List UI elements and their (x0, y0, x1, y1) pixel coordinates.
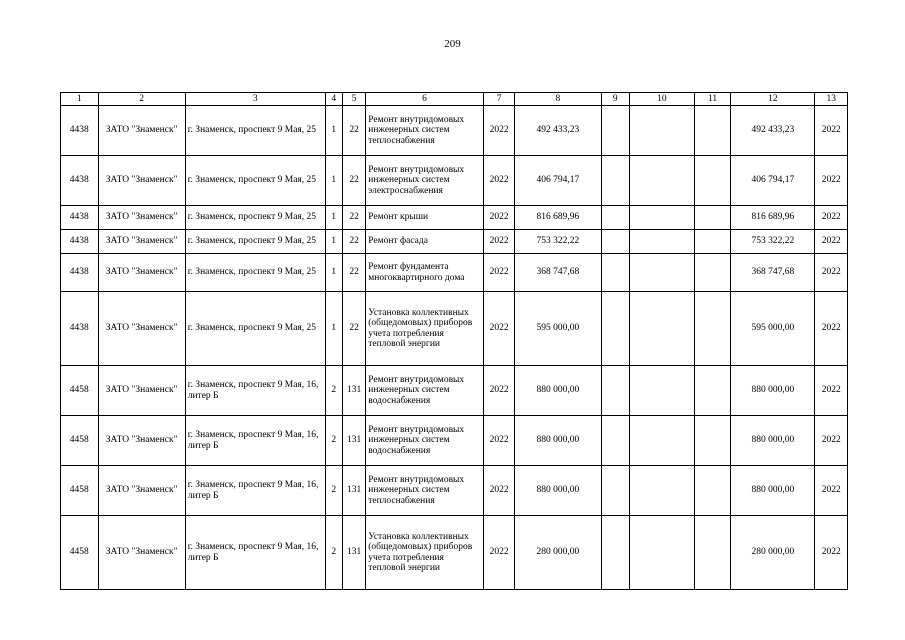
completion-year-cell: 2022 (815, 156, 848, 206)
col11-cell (694, 516, 731, 590)
work-type-cell: Ремонт фасада (366, 230, 484, 254)
col10-cell (629, 516, 694, 590)
total-cost-cell: 880 000,00 (515, 366, 601, 416)
house-id-cell: 4438 (61, 156, 99, 206)
address-cell: г. Знаменск, проспект 9 Мая, 25 (185, 230, 325, 254)
house-id-cell: 4458 (61, 416, 99, 466)
column-number: 9 (601, 93, 629, 106)
municipality-cell: ЗАТО "Знаменск" (98, 156, 185, 206)
year-cell: 2022 (483, 366, 514, 416)
table-row (61, 466, 848, 516)
total-cost-cell: 753 322,22 (515, 230, 601, 254)
col11-cell (694, 254, 731, 292)
year-cell: 2022 (483, 106, 514, 156)
column-number: 11 (694, 93, 731, 106)
work-type-cell: Установка коллективных (общедомовых) приборов учета потребления тепловой энергии (366, 516, 484, 590)
address-cell: г. Знаменск, проспект 9 Мая, 16, литер Б (185, 516, 325, 590)
address-cell: г. Знаменск, проспект 9 Мая, 25 (185, 292, 325, 366)
col4-cell: 1 (325, 254, 342, 292)
table-row (61, 206, 848, 230)
work-type-cell: Ремонт внутридомовых инженерных систем водоснабжения (366, 366, 484, 416)
address-cell: г. Знаменск, проспект 9 Мая, 25 (185, 106, 325, 156)
col4-cell: 1 (325, 292, 342, 366)
year-cell: 2022 (483, 292, 514, 366)
column-number: 5 (342, 93, 365, 106)
col11-cell (694, 206, 731, 230)
col11-cell (694, 106, 731, 156)
column-number: 12 (731, 93, 815, 106)
house-id-cell: 4438 (61, 106, 99, 156)
col10-cell (629, 156, 694, 206)
page-number: 209 (444, 38, 461, 50)
year-cell: 2022 (483, 156, 514, 206)
col5-cell: 22 (342, 106, 365, 156)
col4-cell: 2 (325, 516, 342, 590)
col5-cell: 22 (342, 230, 365, 254)
municipality-cell: ЗАТО "Знаменск" (98, 106, 185, 156)
municipality-cell: ЗАТО "Знаменск" (98, 366, 185, 416)
house-id-cell: 4458 (61, 366, 99, 416)
column-number: 1 (61, 93, 99, 106)
work-type-cell: Установка коллективных (общедомовых) приборов учета потребления тепловой энергии (366, 292, 484, 366)
house-id-cell: 4458 (61, 516, 99, 590)
col9-cell (601, 416, 629, 466)
col4-cell: 1 (325, 230, 342, 254)
col5-cell: 131 (342, 466, 365, 516)
col4-cell: 2 (325, 366, 342, 416)
table-row (61, 106, 848, 156)
fund-cost-cell: 368 747,68 (731, 254, 815, 292)
municipality-cell: ЗАТО "Знаменск" (98, 292, 185, 366)
fund-cost-cell: 406 794,17 (731, 156, 815, 206)
col4-cell: 2 (325, 466, 342, 516)
col11-cell (694, 156, 731, 206)
col5-cell: 22 (342, 254, 365, 292)
col9-cell (601, 206, 629, 230)
address-cell: г. Знаменск, проспект 9 Мая, 16, литер Б (185, 366, 325, 416)
completion-year-cell: 2022 (815, 292, 848, 366)
year-cell: 2022 (483, 516, 514, 590)
col10-cell (629, 292, 694, 366)
year-cell: 2022 (483, 416, 514, 466)
fund-cost-cell: 753 322,22 (731, 230, 815, 254)
col9-cell (601, 230, 629, 254)
column-number: 3 (185, 93, 325, 106)
column-number-row (61, 93, 848, 106)
col9-cell (601, 292, 629, 366)
municipality-cell: ЗАТО "Знаменск" (98, 516, 185, 590)
completion-year-cell: 2022 (815, 206, 848, 230)
col5-cell: 22 (342, 292, 365, 366)
house-id-cell: 4458 (61, 466, 99, 516)
column-number: 10 (629, 93, 694, 106)
table-row (61, 254, 848, 292)
municipality-cell: ЗАТО "Знаменск" (98, 254, 185, 292)
year-cell: 2022 (483, 206, 514, 230)
fund-cost-cell: 880 000,00 (731, 416, 815, 466)
repair-register-table (60, 92, 848, 590)
completion-year-cell: 2022 (815, 516, 848, 590)
total-cost-cell: 492 433,23 (515, 106, 601, 156)
total-cost-cell: 816 689,96 (515, 206, 601, 230)
work-type-cell: Ремонт крыши (366, 206, 484, 230)
municipality-cell: ЗАТО "Знаменск" (98, 230, 185, 254)
table-row (61, 156, 848, 206)
col4-cell: 1 (325, 156, 342, 206)
address-cell: г. Знаменск, проспект 9 Мая, 16, литер Б (185, 466, 325, 516)
col5-cell: 131 (342, 366, 365, 416)
municipality-cell: ЗАТО "Знаменск" (98, 206, 185, 230)
col4-cell: 1 (325, 206, 342, 230)
col9-cell (601, 516, 629, 590)
col4-cell: 2 (325, 416, 342, 466)
house-id-cell: 4438 (61, 230, 99, 254)
col10-cell (629, 106, 694, 156)
col4-cell: 1 (325, 106, 342, 156)
col10-cell (629, 366, 694, 416)
col5-cell: 131 (342, 416, 365, 466)
col10-cell (629, 416, 694, 466)
total-cost-cell: 406 794,17 (515, 156, 601, 206)
fund-cost-cell: 880 000,00 (731, 466, 815, 516)
table-row (61, 366, 848, 416)
col9-cell (601, 254, 629, 292)
column-number: 13 (815, 93, 848, 106)
total-cost-cell: 595 000,00 (515, 292, 601, 366)
col10-cell (629, 466, 694, 516)
house-id-cell: 4438 (61, 206, 99, 230)
municipality-cell: ЗАТО "Знаменск" (98, 416, 185, 466)
total-cost-cell: 368 747,68 (515, 254, 601, 292)
table-row (61, 292, 848, 366)
col9-cell (601, 106, 629, 156)
column-number: 2 (98, 93, 185, 106)
fund-cost-cell: 880 000,00 (731, 366, 815, 416)
col5-cell: 22 (342, 156, 365, 206)
address-cell: г. Знаменск, проспект 9 Мая, 25 (185, 156, 325, 206)
address-cell: г. Знаменск, проспект 9 Мая, 16, литер Б (185, 416, 325, 466)
fund-cost-cell: 280 000,00 (731, 516, 815, 590)
total-cost-cell: 280 000,00 (515, 516, 601, 590)
year-cell: 2022 (483, 230, 514, 254)
col9-cell (601, 466, 629, 516)
total-cost-cell: 880 000,00 (515, 466, 601, 516)
work-type-cell: Ремонт внутридомовых инженерных систем теплоснабжения (366, 106, 484, 156)
completion-year-cell: 2022 (815, 106, 848, 156)
work-type-cell: Ремонт внутридомовых инженерных систем электроснабжения (366, 156, 484, 206)
col9-cell (601, 366, 629, 416)
address-cell: г. Знаменск, проспект 9 Мая, 25 (185, 254, 325, 292)
house-id-cell: 4438 (61, 254, 99, 292)
work-type-cell: Ремонт внутридомовых инженерных систем теплоснабжения (366, 466, 484, 516)
table-row (61, 516, 848, 590)
col10-cell (629, 230, 694, 254)
house-id-cell: 4438 (61, 292, 99, 366)
year-cell: 2022 (483, 254, 514, 292)
col5-cell: 131 (342, 516, 365, 590)
municipality-cell: ЗАТО "Знаменск" (98, 466, 185, 516)
completion-year-cell: 2022 (815, 466, 848, 516)
column-number: 4 (325, 93, 342, 106)
completion-year-cell: 2022 (815, 366, 848, 416)
col5-cell: 22 (342, 206, 365, 230)
table-body (61, 106, 848, 590)
column-number: 6 (366, 93, 484, 106)
fund-cost-cell: 595 000,00 (731, 292, 815, 366)
col10-cell (629, 206, 694, 230)
column-number: 7 (483, 93, 514, 106)
col11-cell (694, 416, 731, 466)
col11-cell (694, 292, 731, 366)
work-type-cell: Ремонт фундамента многоквартирного дома (366, 254, 484, 292)
fund-cost-cell: 492 433,23 (731, 106, 815, 156)
col11-cell (694, 366, 731, 416)
col11-cell (694, 230, 731, 254)
completion-year-cell: 2022 (815, 254, 848, 292)
table-row (61, 230, 848, 254)
year-cell: 2022 (483, 466, 514, 516)
completion-year-cell: 2022 (815, 230, 848, 254)
work-type-cell: Ремонт внутридомовых инженерных систем водоснабжения (366, 416, 484, 466)
completion-year-cell: 2022 (815, 416, 848, 466)
fund-cost-cell: 816 689,96 (731, 206, 815, 230)
col11-cell (694, 466, 731, 516)
address-cell: г. Знаменск, проспект 9 Мая, 25 (185, 206, 325, 230)
column-number: 8 (515, 93, 601, 106)
table-row (61, 416, 848, 466)
total-cost-cell: 880 000,00 (515, 416, 601, 466)
col9-cell (601, 156, 629, 206)
col10-cell (629, 254, 694, 292)
